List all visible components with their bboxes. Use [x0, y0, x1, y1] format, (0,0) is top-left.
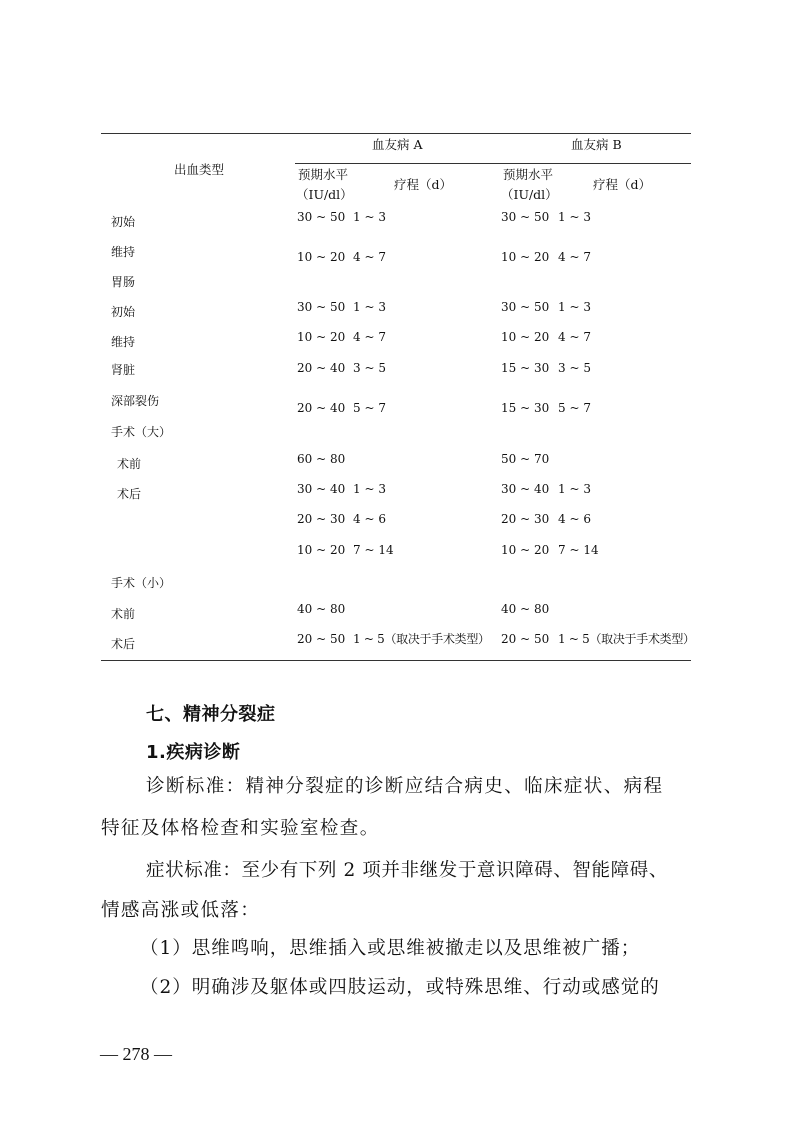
- row-type: 手术（小）: [111, 576, 172, 590]
- row-a-level: 20 ~ 40: [297, 401, 346, 415]
- row-b-course: 5 ~ 7: [558, 401, 591, 415]
- paragraph-line: 情感高涨或低落：: [101, 900, 261, 921]
- paragraph-line: （2）明确涉及躯体或四肢运动，或特殊思维、行动或感觉的: [140, 977, 660, 998]
- row-a-course: 4 ~ 7: [353, 250, 386, 264]
- row-a-course: 4 ~ 7: [353, 330, 386, 344]
- section-title: 七、精神分裂症: [146, 704, 276, 725]
- row-b-course: 4 ~ 7: [558, 250, 591, 264]
- row-type: 深部裂伤: [111, 394, 160, 408]
- row-a-level: 20 ~ 30: [297, 512, 346, 526]
- row-a-course: 5 ~ 7: [353, 401, 386, 415]
- row-b-level: 40 ~ 80: [501, 602, 550, 616]
- row-a-level: 40 ~ 80: [297, 602, 346, 616]
- row-type: 术前: [117, 457, 142, 471]
- row-a-level: 20 ~ 50: [297, 632, 346, 646]
- row-b-level: 15 ~ 30: [501, 361, 550, 375]
- header-a-level-2: （IU/dl）: [296, 187, 353, 202]
- paragraph-line: 诊断标准：精神分裂症的诊断应结合病史、临床症状、病程: [146, 776, 664, 797]
- table-bottom-rule: [101, 660, 691, 661]
- table-top-rule: [101, 133, 691, 134]
- row-type: 肾脏: [111, 363, 136, 377]
- header-bleed-type: 出血类型: [174, 162, 225, 177]
- row-type: 术后: [111, 637, 136, 651]
- row-b-course: 1 ~ 3: [558, 300, 591, 314]
- row-type: 维持: [111, 335, 136, 349]
- header-b-level-2: （IU/dl）: [501, 187, 558, 202]
- row-b-level: 10 ~ 20: [501, 250, 550, 264]
- row-a-level: 30 ~ 50: [297, 300, 346, 314]
- row-a-course: 1 ~ 5（取决于手术类型）: [353, 632, 490, 646]
- row-b-level: 20 ~ 30: [501, 512, 550, 526]
- row-b-level: 10 ~ 20: [501, 543, 550, 557]
- subsection-title: 1.疾病诊断: [146, 742, 241, 763]
- row-b-course: 1 ~ 5（取决于手术类型）: [558, 632, 695, 646]
- row-a-level: 10 ~ 20: [297, 250, 346, 264]
- row-type: 术后: [117, 487, 142, 501]
- header-a-course: 疗程（d）: [394, 177, 453, 192]
- row-type: 维持: [111, 245, 136, 259]
- row-a-level: 30 ~ 50: [297, 210, 346, 224]
- row-a-course: 7 ~ 14: [353, 543, 394, 557]
- row-a-level: 10 ~ 20: [297, 330, 346, 344]
- paragraph-line: 症状标准：至少有下列 2 项并非继发于意识障碍、智能障碍、: [146, 860, 668, 881]
- row-a-level: 20 ~ 40: [297, 361, 346, 375]
- page-number: — 278 —: [100, 1044, 172, 1064]
- dosage-table: [101, 133, 695, 661]
- row-a-course: 3 ~ 5: [353, 361, 386, 375]
- row-type: 手术（大）: [111, 425, 172, 439]
- header-b-course: 疗程（d）: [593, 177, 652, 192]
- row-type: 胃肠: [111, 275, 136, 289]
- row-a-course: 1 ~ 3: [353, 482, 386, 496]
- row-b-level: 30 ~ 50: [501, 210, 550, 224]
- header-hemophilia-b: 血友病 B: [571, 137, 622, 152]
- row-a-level: 60 ~ 80: [297, 452, 346, 466]
- table-group-rule: [295, 163, 691, 164]
- row-b-course: 1 ~ 3: [558, 482, 591, 496]
- row-b-level: 20 ~ 50: [501, 632, 550, 646]
- row-b-course: 4 ~ 7: [558, 330, 591, 344]
- row-a-level: 10 ~ 20: [297, 543, 346, 557]
- row-type: 初始: [111, 305, 136, 319]
- row-a-course: 4 ~ 6: [353, 512, 386, 526]
- row-b-course: 3 ~ 5: [558, 361, 591, 375]
- row-a-course: 1 ~ 3: [353, 300, 386, 314]
- row-b-course: 1 ~ 3: [558, 210, 591, 224]
- row-type: 初始: [111, 215, 136, 229]
- header-hemophilia-a: 血友病 A: [372, 137, 423, 152]
- paragraph-line: 特征及体格检查和实验室检查。: [101, 818, 380, 839]
- row-b-course: 4 ~ 6: [558, 512, 591, 526]
- row-a-level: 30 ~ 40: [297, 482, 346, 496]
- header-a-level-1: 预期水平: [298, 167, 349, 182]
- row-type: 术前: [111, 607, 136, 621]
- paragraph-line: （1）思维鸣响，思维插入或思维被撤走以及思维被广播；: [140, 938, 641, 959]
- row-b-level: 10 ~ 20: [501, 330, 550, 344]
- header-b-level-1: 预期水平: [503, 167, 554, 182]
- row-b-level: 30 ~ 50: [501, 300, 550, 314]
- row-b-course: 7 ~ 14: [558, 543, 599, 557]
- row-b-level: 30 ~ 40: [501, 482, 550, 496]
- row-a-course: 1 ~ 3: [353, 210, 386, 224]
- row-b-level: 15 ~ 30: [501, 401, 550, 415]
- row-b-level: 50 ~ 70: [501, 452, 550, 466]
